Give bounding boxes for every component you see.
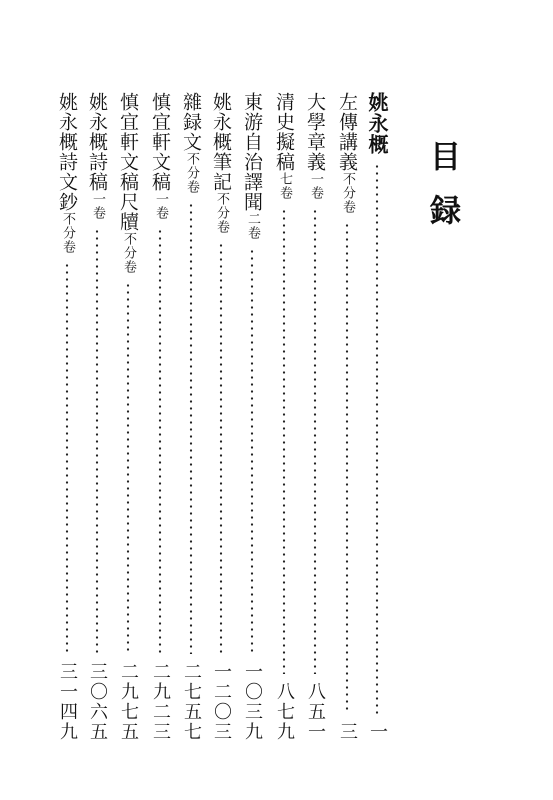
- entry-page-number: 二九二三: [150, 662, 171, 742]
- toc-entry: [147, 92, 173, 742]
- entry-page-number: 一二〇三: [211, 662, 232, 742]
- entry-title: 慎宜軒文稿: [149, 92, 171, 192]
- entry-page-number: 八五一: [305, 682, 326, 742]
- entry-page-number: 二九七五: [118, 662, 139, 742]
- toc-entry: [271, 92, 297, 742]
- dot-leader: [282, 208, 286, 674]
- entry-page-number: 二七五七: [181, 662, 202, 742]
- dot-leader: [126, 282, 130, 654]
- toc-entry-author: [364, 92, 390, 742]
- entry-note: 不分卷: [214, 192, 229, 234]
- entry-page-number: 一〇三九: [242, 662, 263, 742]
- toc-entry: [84, 92, 110, 742]
- toc-entry: [54, 92, 80, 742]
- dot-leader: [375, 163, 379, 714]
- entry-title: 姚永概: [365, 92, 389, 155]
- entry-title: 姚永概詩稿: [86, 92, 108, 192]
- dot-leader: [189, 202, 193, 654]
- entry-page-number: 三一四九: [57, 662, 78, 742]
- entry-note: 不分卷: [184, 152, 199, 194]
- entry-page-number: 八七九: [274, 682, 295, 742]
- entry-note: 不分卷: [60, 212, 75, 254]
- entry-title: 姚永概筆記: [210, 92, 232, 192]
- dot-leader: [313, 208, 317, 674]
- entry-title: 大學章義: [304, 92, 326, 172]
- dot-leader: [250, 248, 254, 654]
- entry-title: 左傳講義: [336, 92, 358, 172]
- entry-page-number: 一: [367, 722, 388, 742]
- entry-title: 清史擬稿: [273, 92, 295, 172]
- entry-page-number: 三: [337, 722, 358, 742]
- toc-entry: [239, 92, 265, 742]
- dot-leader: [219, 242, 223, 654]
- toc-entry: [302, 92, 328, 742]
- entry-title: 姚永概詩文鈔: [56, 92, 78, 212]
- page-title: 目録: [424, 140, 460, 248]
- toc-entry: [115, 92, 141, 742]
- dot-leader: [95, 228, 99, 654]
- entry-note: 一卷: [153, 192, 168, 220]
- entry-page-number: 三〇六五: [87, 662, 108, 742]
- dot-leader: [158, 228, 162, 654]
- toc-entry: [208, 92, 234, 742]
- entry-note: 一卷: [90, 192, 105, 220]
- toc-entry: [178, 92, 204, 742]
- entry-note: 不分卷: [340, 172, 355, 214]
- entry-note: 不分卷: [121, 232, 136, 274]
- toc-entry: [334, 92, 360, 742]
- entry-note: 二卷: [245, 212, 260, 240]
- dot-leader: [345, 222, 349, 714]
- entry-title: 東游自治譯聞: [241, 92, 263, 212]
- dot-leader: [65, 262, 69, 654]
- entry-note: 七卷: [277, 172, 292, 200]
- entry-title: 慎宜軒文稿尺牘: [117, 92, 139, 232]
- entry-note: 一卷: [308, 172, 323, 200]
- entry-title: 雜録文: [180, 92, 202, 152]
